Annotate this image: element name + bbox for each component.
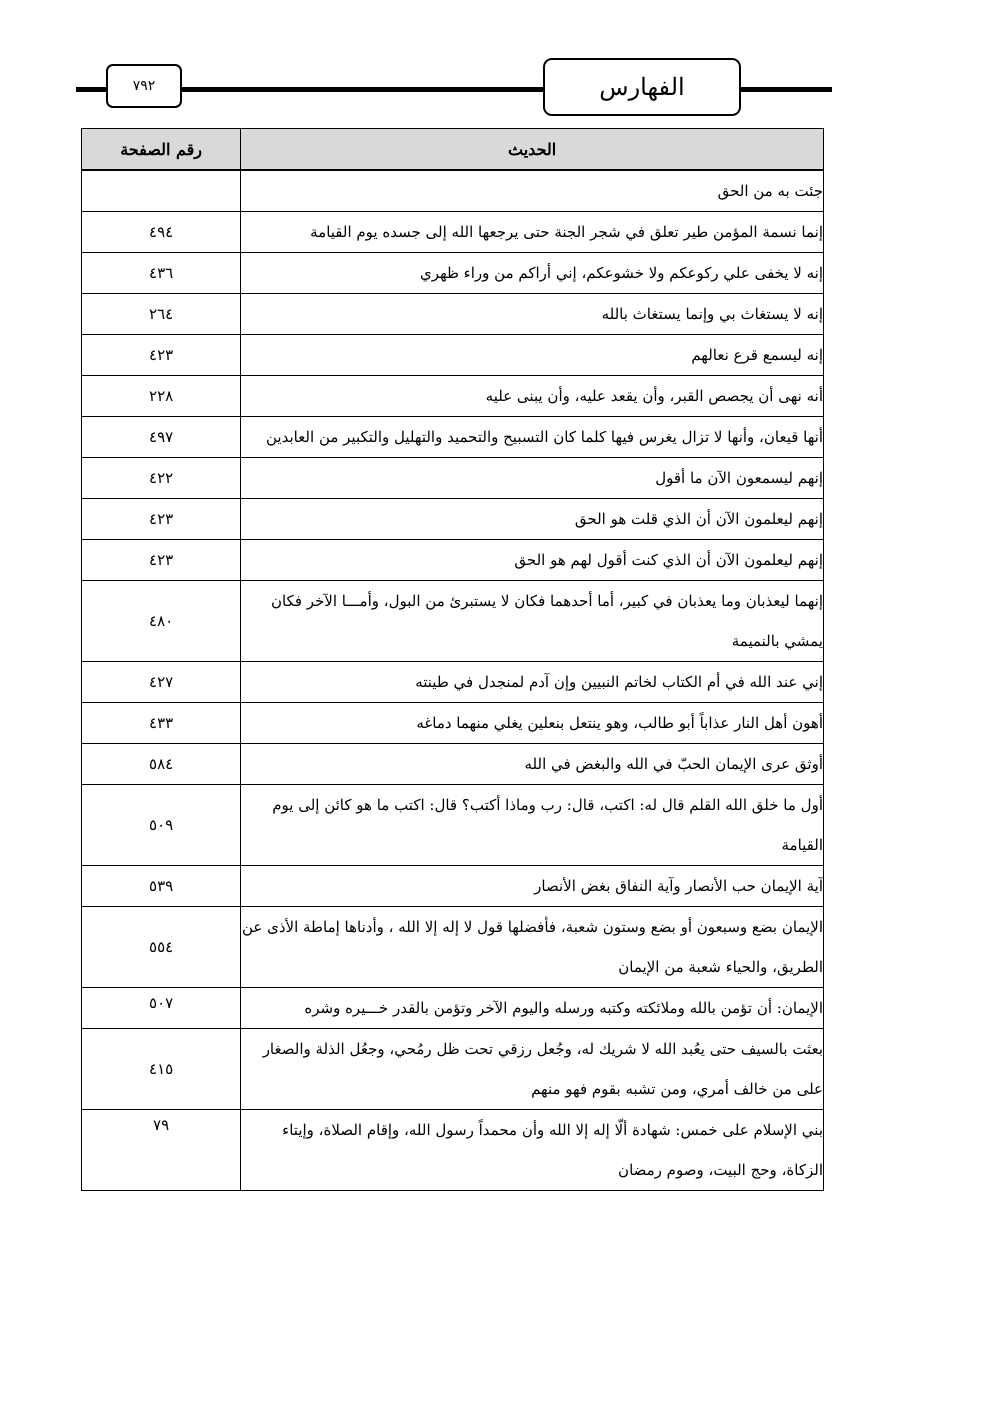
page-ref: ٤٨٠ xyxy=(82,581,241,662)
hadith-text: أول ما خلق الله القلم قال له: اكتب، قال: رب وماذا أكتب؟ قال: اكتب ما هو كائن إلى يوم القيامة xyxy=(241,785,824,866)
page-ref: ٤٣٣ xyxy=(82,703,241,744)
table-row xyxy=(82,1110,824,1191)
table-row xyxy=(82,335,824,376)
table-header-row xyxy=(82,129,824,171)
table-row xyxy=(82,1029,824,1110)
hadith-text: بني الإسلام على خمس: شهادة ألّا إله إلا الله وأن محمداً رسول الله، وإقام الصلاة، وإيتاء الزكاة، وحج البيت، وصوم رمضان xyxy=(241,1110,824,1191)
hadith-text: آية الإيمان حب الأنصار وآية النفاق بغض الأنصار xyxy=(241,866,824,907)
page-title: الفهارس xyxy=(543,58,741,116)
page-ref: ٢٦٤ xyxy=(82,294,241,335)
table-row xyxy=(82,866,824,907)
hadith-text: أنها قيعان، وأنها لا تزال يغرس فيها كلما كان التسبيح والتحميد والتهليل والتكبير من العابدين xyxy=(241,417,824,458)
hadith-text: أنه نهى أن يجصص القبر، وأن يقعد عليه، وأن يبنى عليه xyxy=(241,376,824,417)
page-number: ٧٩٢ xyxy=(106,64,182,108)
hadith-text: إنه لا يخفى علي ركوعكم ولا خشوعكم، إني أراكم من وراء ظهري xyxy=(241,253,824,294)
hadith-text: الإيمان بضع وسبعون أو بضع وستون شعبة، فأفضلها قول لا إله إلا الله ، وأدناها إماطة الأذى عن الطريق، والحياء شعبة من الإيمان xyxy=(241,907,824,988)
column-header-hadith: الحديث xyxy=(241,129,824,171)
page-ref: ٤٩٤ xyxy=(82,212,241,253)
column-header-page: رقم الصفحة xyxy=(82,129,241,171)
table-row xyxy=(82,703,824,744)
table-row xyxy=(82,499,824,540)
table-row xyxy=(82,662,824,703)
page-ref: ٥٣٩ xyxy=(82,866,241,907)
hadith-text: إنه ليسمع قرع نعالهم xyxy=(241,335,824,376)
table-row xyxy=(82,212,824,253)
table-row xyxy=(82,417,824,458)
table-row xyxy=(82,988,824,1029)
table-row xyxy=(82,294,824,335)
page-ref: ٥٠٩ xyxy=(82,785,241,866)
page-ref: ٤٢٣ xyxy=(82,540,241,581)
hadith-text: أهون أهل النار عذاباً أبو طالب، وهو ينتعل بنعلين يغلي منهما دماغه xyxy=(241,703,824,744)
page-ref: ٥٨٤ xyxy=(82,744,241,785)
hadith-text: أوثق عرى الإيمان الحبّ في الله والبغض في الله xyxy=(241,744,824,785)
hadith-text: إنهما ليعذبان وما يعذبان في كبير، أما أحدهما فكان لا يستبرئ من البول، وأمـــا الآخر فكان يمشي بالنميمة xyxy=(241,581,824,662)
hadith-text: الإيمان: أن تؤمن بالله وملائكته وكتبه ورسله واليوم الآخر وتؤمن بالقدر خـــيره وشره xyxy=(241,988,824,1029)
page-ref xyxy=(82,170,241,212)
hadith-text: إنهم ليعلمون الآن أن الذي قلت هو الحق xyxy=(241,499,824,540)
hadith-text: إنه لا يستغاث بي وإنما يستغاث بالله xyxy=(241,294,824,335)
hadith-index-table xyxy=(81,128,824,1191)
page-ref: ٥٠٧ xyxy=(82,988,241,1029)
page-ref: ٥٥٤ xyxy=(82,907,241,988)
table-row xyxy=(82,581,824,662)
page-ref: ٤٢٢ xyxy=(82,458,241,499)
table-row xyxy=(82,376,824,417)
page-ref: ٤١٥ xyxy=(82,1029,241,1110)
hadith-text: إني عند الله في أم الكتاب لخاتم النبيين وإن آدم لمنجدل في طينته xyxy=(241,662,824,703)
page-ref: ٢٢٨ xyxy=(82,376,241,417)
page-ref: ٤٢٣ xyxy=(82,499,241,540)
table-row xyxy=(82,253,824,294)
page-ref: ٤٢٣ xyxy=(82,335,241,376)
hadith-text: جئت به من الحق xyxy=(241,170,824,212)
page-ref: ٤٢٧ xyxy=(82,662,241,703)
table-row xyxy=(82,785,824,866)
table-row xyxy=(82,540,824,581)
hadith-text: إنهم ليعلمون الآن أن الذي كنت أقول لهم هو الحق xyxy=(241,540,824,581)
page-ref: ٤٣٦ xyxy=(82,253,241,294)
table-row xyxy=(82,744,824,785)
table-row xyxy=(82,170,824,212)
table-row xyxy=(82,458,824,499)
hadith-text: إنما نسمة المؤمن طير تعلق في شجر الجنة حتى يرجعها الله إلى جسده يوم القيامة xyxy=(241,212,824,253)
page-ref: ٤٩٧ xyxy=(82,417,241,458)
page-ref: ٧٩ xyxy=(82,1110,241,1191)
table-row xyxy=(82,907,824,988)
hadith-text: إنهم ليسمعون الآن ما أقول xyxy=(241,458,824,499)
hadith-text: بعثت بالسيف حتى يعُبد الله لا شريك له، وجُعل رزقي تحت ظل رمُحي، وجعُل الذلة والصغار على من خالف أمري، ومن تشبه بقوم فهو منهم xyxy=(241,1029,824,1110)
